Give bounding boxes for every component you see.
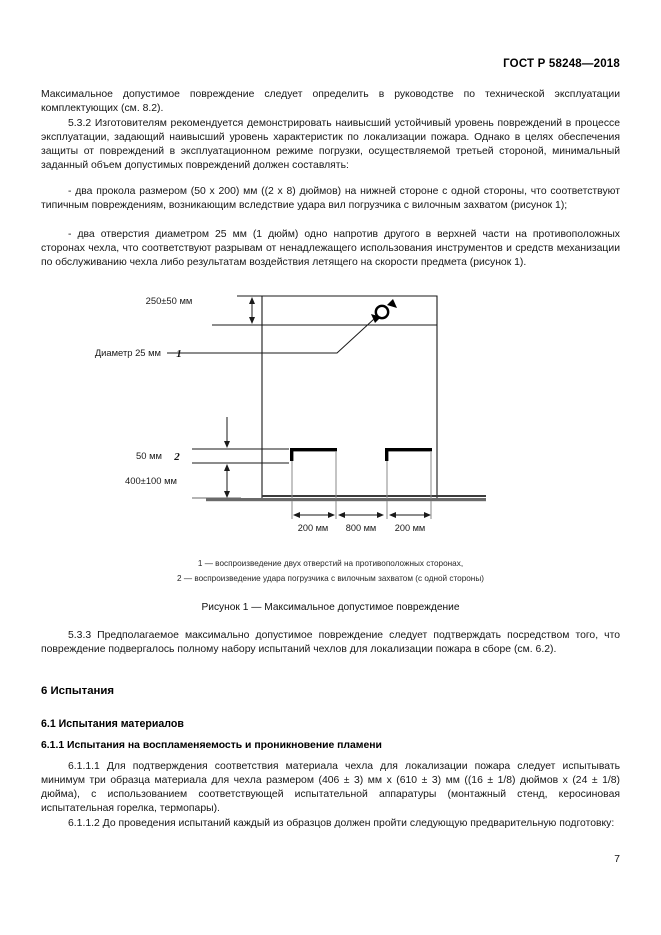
paragraph-6-1-1-2: 6.1.1.2 До проведения испытаний каждый из образцов должен пройти следующую предварительную подготовку: xyxy=(68,818,615,829)
bullet-puncture: - два прокола размером (50 х 200) мм ((2 х 8) дюймов) на нижней стороне с одной стороны, что соответствуют типичным повреждениям, возникающим вследствие удара вил погрузчика с вилочным захватом (рисунок 1); xyxy=(41,186,620,212)
callout-1-label: 1 xyxy=(176,348,182,360)
dimension-top-label: 250±50 мм xyxy=(145,295,193,306)
container-outline xyxy=(262,296,437,500)
damage-diagram-svg xyxy=(41,283,620,533)
heading-section-6-1: 6.1 Испытания материалов xyxy=(41,718,184,730)
hole-leader-line xyxy=(167,319,374,353)
base-line xyxy=(206,495,486,501)
puncture-left xyxy=(290,448,337,499)
paragraph-6-1-1-1: 6.1.1.1 Для подтверждения соответствия материала чехла для локализации пожара следует испытывать минимум три образца материала для чехла размером (406 ± 3) мм х (610 ± 3) мм ((16 ± 1/8) дюймов х (24 ± 1/8) дюйма), с использованием соответствующей испытательной аппаратуры (монтажный стенд, керосиновая испытательная горелка, термопары). xyxy=(41,761,620,815)
paragraph-5-3-3: 5.3.3 Предполагаемое максимально допустимое повреждение следует подтверждать посредством того, что повреждение подвергалось полному набору испытаний чехлов для локализации пожара в сборе (см. 6.2). xyxy=(41,630,620,656)
paragraph-continuation: Максимальное допустимое повреждение следует определить в руководстве по технической эксплуатации комплектующих (см. 8.2). xyxy=(41,89,620,115)
dimension-bottom-height-label: 400±100 мм xyxy=(125,475,177,486)
page-number: 7 xyxy=(614,854,620,865)
diameter-label: Диаметр 25 мм xyxy=(94,347,161,358)
callout-2-label: 2 xyxy=(174,451,180,463)
dimension-right-label: 200 мм xyxy=(394,523,426,533)
heading-section-6: 6 Испытания xyxy=(41,685,115,697)
hole-marker xyxy=(371,299,397,323)
figure-1 xyxy=(41,283,620,623)
figure-legend-item-2: 2 — воспроизведение удара погрузчика с вилочным захватом (с одной стороны) xyxy=(177,574,484,583)
puncture-right xyxy=(385,448,432,499)
dimension-left-label: 200 мм xyxy=(297,523,329,533)
paragraph-5-3-2: 5.3.2 Изготовителям рекомендуется демонстрировать наивысший устойчивый уровень повреждений в процессе эксплуатации, задающий наивысший уровень характеристик по локализации пожара. Однако в целях обеспечения защиты от повреждений в эксплуатационном режиме погрузки, осуществляемой третьей стороной, минимальный заданный объем допустимых повреждений должен составлять: xyxy=(41,118,620,172)
standard-header: ГОСТ Р 58248—2018 xyxy=(503,58,620,70)
dimension-bottom-row xyxy=(292,501,431,519)
dimension-fork-height-label: 50 мм xyxy=(136,450,162,461)
dimension-fork-height xyxy=(192,417,289,463)
figure-caption: Рисунок 1 — Максимальное допустимое повреждение xyxy=(201,602,460,613)
dimension-middle-label: 800 мм xyxy=(345,523,377,533)
figure-legend-item-1: 1 — воспроизведение двух отверстий на противоположных сторонах, xyxy=(197,559,464,568)
heading-section-6-1-1: 6.1.1 Испытания на воспламеняемость и проникновение пламени xyxy=(41,740,382,751)
dimension-bottom-height xyxy=(192,465,241,498)
bullet-holes: - два отверстия диаметром 25 мм (1 дюйм) одно напротив другого в верхней части на противоположных сторонах чехла, что соответствуют разрывам от ненадлежащего использования инструментов и средств механизации по обслуживанию чехла либо результатам воздействия летящего на скорости предмета (рисунок 1). xyxy=(41,229,620,269)
dimension-top xyxy=(212,296,437,325)
